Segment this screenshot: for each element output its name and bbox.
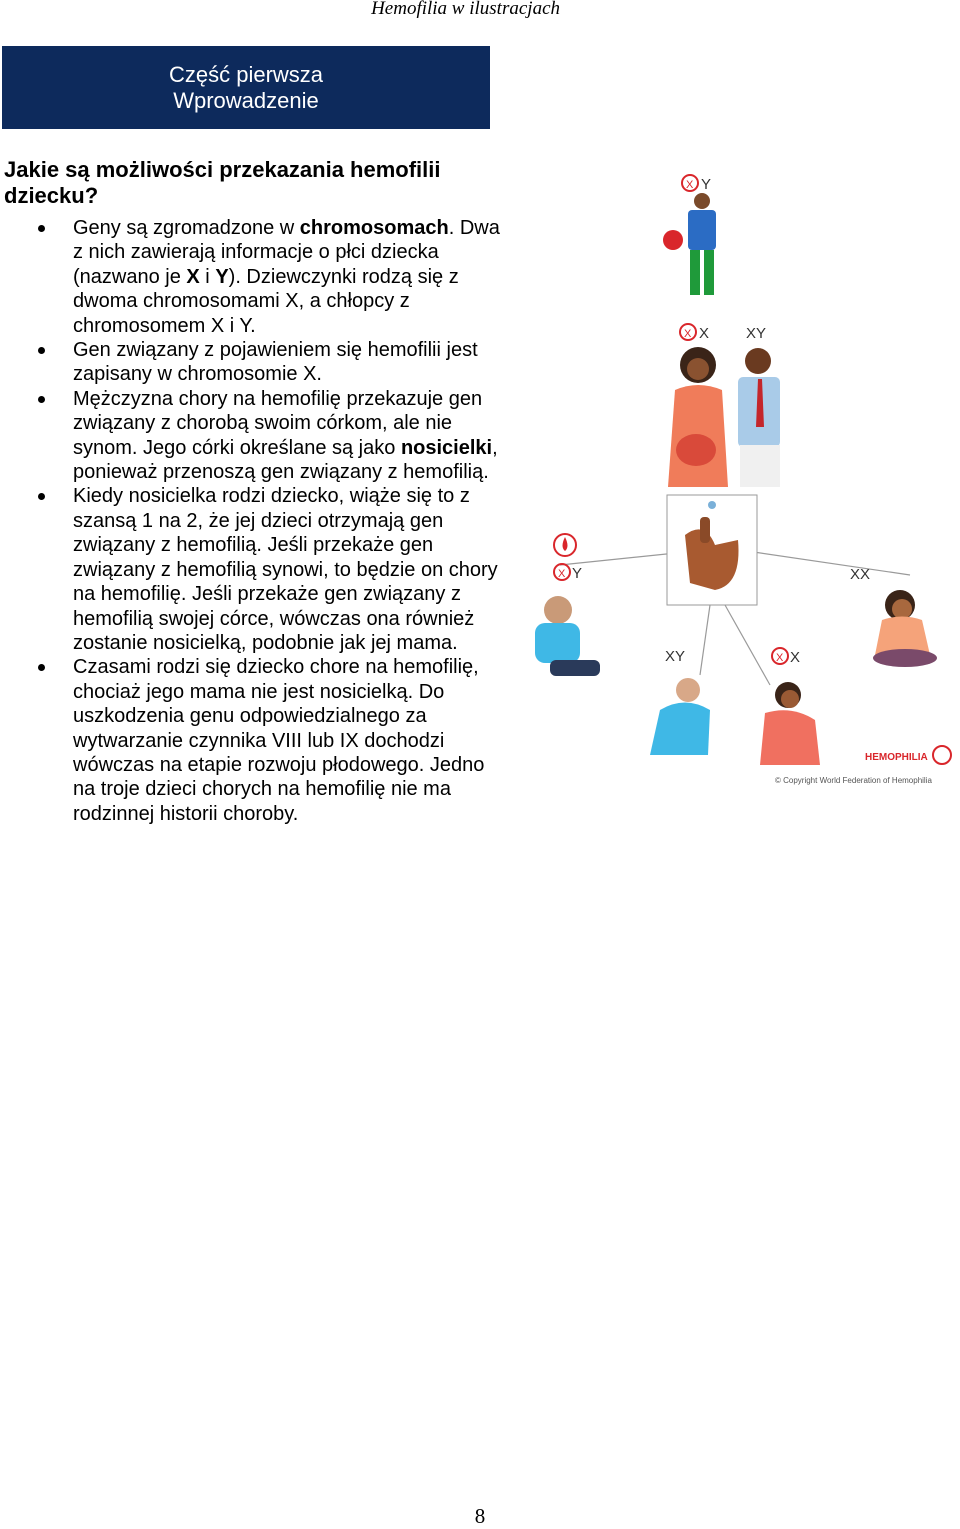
bullet-text: Mężczyzna chory na hemofilię przekazuje gen związany z chorobą swoim córkom, ale nie synom. Jego córki określane są jako [73, 387, 483, 459]
father-figure [738, 325, 780, 487]
bullet-text: ). Dziewczynki rodzą się z dwoma chromosomami X, a chłopcy z chromosomem X i Y. [73, 265, 459, 337]
bold-term: Y [215, 265, 229, 288]
bullet-item [0, 216, 500, 338]
baby-boy-label: XY [665, 648, 686, 665]
bullet-text: , ponieważ przenoszą gen związany z hemofilią. [73, 436, 498, 484]
bullet-text: Gen związany z pojawieniem się hemofilii jest zapisany w chromosomie X. [73, 339, 478, 386]
bullet-item [0, 338, 500, 387]
svg-text:X: X [684, 328, 692, 340]
transmission-card [667, 495, 757, 605]
part-subtitle: Wprowadzenie [173, 88, 319, 113]
baby-girl-figure [760, 648, 820, 765]
bullet-dot-icon [38, 396, 45, 403]
bullet-text: i [199, 265, 216, 288]
father-label: XY [746, 325, 767, 342]
bullet-text: Kiedy nosicielka rodzi dziecko, wiąże się to z szansą 1 na 2, że jej dzieci otrzymają gen związany z hemofilią. Jeśli przekaże gen związany z hemofilią synowi, to będzie on chory na hemofilię. Jeśli przekaże gen związany z hemofilią swojej córce, wówczas ona również zostanie nosicielką, podobnie jak jej mama. [73, 485, 498, 654]
svg-text:X: X [558, 568, 566, 580]
bullet-dot-icon [38, 664, 45, 671]
bold-term: nosicielki [400, 436, 493, 459]
page-number: 8 [474, 1504, 486, 1528]
running-header: Hemofilia w ilustracjach [371, 0, 560, 19]
mother-label: X [699, 325, 710, 342]
bullet-dot-icon [38, 347, 45, 354]
bullet-item [0, 655, 500, 826]
copyright-text: © Copyright World Federation of Hemophilia [775, 776, 932, 785]
bullet-dot-icon [38, 225, 45, 232]
girl-label: XX [850, 566, 871, 583]
boy-figure [535, 534, 600, 676]
bullet-list [0, 216, 500, 826]
girl-figure [850, 566, 937, 667]
logo-text: HEMOPHILIA [865, 752, 928, 763]
blood-drop-icon [563, 537, 568, 551]
part-label: Część pierwsza [168, 62, 324, 87]
bullet-item [0, 484, 500, 655]
bullet-text: Geny są zgromadzone w [73, 217, 300, 239]
part-title-box [2, 46, 490, 129]
bullet-text: Czasami rodzi się dziecko chore na hemofilię, chociaż jego mama nie jest nosicielką. Do uszkodzenia genu odpowiedzialnego za wytwarzanie czynnika VIII lub IX dochodzi wówczas na etapie rozwoju płodowego. Jedno na troje dzieci chorych na hemofilię nie ma rodzinnej historii choroby. [73, 656, 485, 825]
mother-figure [668, 324, 728, 487]
bullet-text: . Dwa z nich zawierają informacje o płci dziecka (nazwano je [73, 217, 500, 288]
bold-term: chromosomach [299, 217, 449, 239]
bold-term: X [186, 265, 200, 288]
svg-text:X: X [776, 652, 784, 664]
section-heading: Jakie są możliwości przekazania hemofilii dziecku? [4, 157, 441, 208]
bullet-item [0, 387, 500, 485]
inheritance-illustration [510, 165, 960, 795]
svg-text:X: X [686, 179, 694, 191]
baby-girl-label: X [790, 649, 801, 666]
boy-label: Y [572, 565, 583, 582]
bullet-dot-icon [38, 493, 45, 500]
blood-drop-icon [663, 230, 683, 250]
grandfather-label: Y [701, 176, 712, 193]
grandfather-figure [663, 175, 716, 295]
